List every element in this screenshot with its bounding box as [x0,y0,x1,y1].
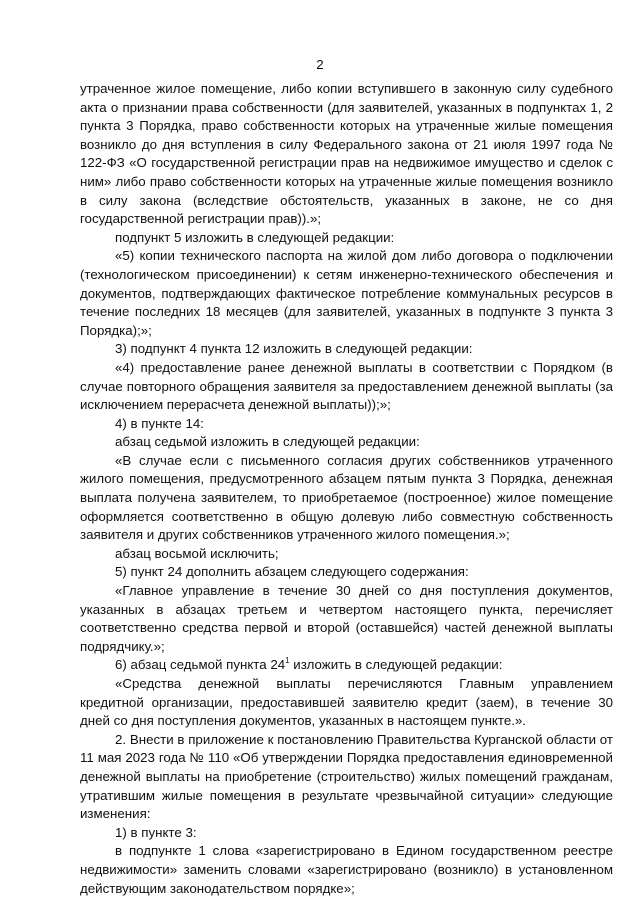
paragraph-9: абзац восьмой исключить; [115,545,279,561]
paragraph-12-end: изложить в следующей редакции: [289,657,503,673]
page-number: 2 [316,57,324,72]
paragraph-8: «В случае если с письменного согласия других собственников утраченного жилого помещения, предусмотренного абзацем пятым пункта 3 Порядка, денежная выплата получена заявителем, то приобретаемое (построенное) жилое помещение оформляется соответственно в общую долевую либо совместную собственность заявителя и других собственников утраченного жилого помещения.»; [80,452,613,543]
superscript-number: 1 [285,656,290,666]
paragraph-7: абзац седьмой изложить в следующей редакции: [115,434,420,450]
document-body [80,80,613,898]
paragraph-15: 1) в пункте 3: [115,824,197,840]
paragraph-13: «Средства денежной выплаты перечисляются Главным управлением кредитной организации, предоставившей заявителю кредит (заем), в течение 30 дней со дня поступления документов, указанных в настоящем пункте.». [80,676,613,729]
paragraph-5: «4) предоставление ранее денежной выплаты в соответствии с Порядком (в случае повторного обращения заявителя за предоставлением денежной выплаты (за исключением перерасчета денежной выплаты));»; [80,359,613,413]
paragraph-16: в подпункте 1 слова «зарегистрировано в Едином государственном реестре недвижимости» заменить словами «зарегистрировано (возникло) в установленном действующим законодательством порядке»; [80,843,613,896]
paragraph-10: 5) пункт 24 дополнить абзацем следующего содержания: [115,564,469,580]
paragraph-12-start: 6) абзац седьмой пункта 24 [115,657,286,673]
paragraph-2: подпункт 5 изложить в следующей редакции: [115,229,395,245]
paragraph-1: утраченное жилое помещение, либо копии вступившего в законную силу судебного акта о признании права собственности (для заявителей, указанных в подпунктах 1, 2 пункта 3 Порядка, право собственности которых на утраченные жилые помещения возникло до дня вступления в силу Федерального закона от 21 июля 1997 года № 122-ФЗ «О государственной регистрации прав на недвижимое имущество и сделок с ним» либо право собственности которых на утраченные жилые помещения возникло в силу закона (вследствие обстоятельств, указанных в законе, не со дня государственной регистрации прав)).»; [80,81,613,227]
paragraph-3: «5) копии технического паспорта на жилой дом либо договора о подключении (технологическом присоединении) к сетям инженерно-технического обеспечения и документов, подтверждающих фактическое потребление коммунальных ресурсов в течение последних 18 месяцев (для заявителей, указанных в подпункте 3 пункта 3 Порядка);»; [80,248,613,338]
paragraph-12 [80,656,613,675]
paragraph-11: «Главное управление в течение 30 дней со дня поступления документов, указанных в абзацах третьем и четвертом настоящего пункта, перечисляет соответственно средства первой и второй (оставшейся) частей денежной выплаты подрядчику.»; [80,583,613,654]
paragraph-14: 2. Внести в приложение к постановлению Правительства Курганской области от 11 мая 2023 года № 110 «Об утверждении Порядка предоставления единовременной денежной выплаты на приобретение (строительство) жилых помещений гражданам, утратившим жилые помещения в результате чрезвычайной ситуации» следующие изменения: [80,731,613,822]
paragraph-4: 3) подпункт 4 пункта 12 изложить в следующей редакции: [115,341,473,357]
paragraph-6: 4) в пункте 14: [115,415,204,431]
